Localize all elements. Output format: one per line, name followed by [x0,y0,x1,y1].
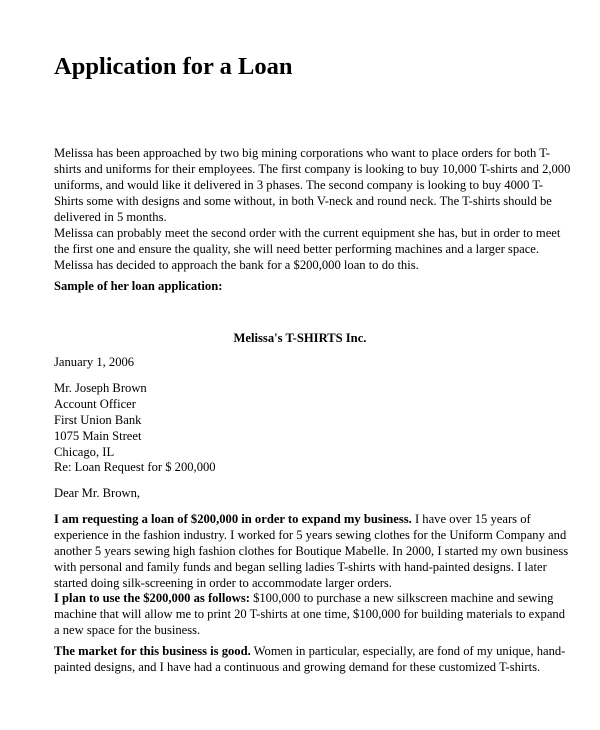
text-line: Melissa has been approached by two big mining corporations who want to place orders for both T- [54,146,550,160]
recipient-bank: First Union Bank [54,412,142,427]
text-line: Melissa can probably meet the second order with the current equipment she has, but in order to meet [54,226,561,240]
text-line: with personal and family funds and began selling ladies T-shirts with hand-painted designs. I later [54,559,547,574]
text-line: uniforms, and would like it delivered in 3 phases. The second company is looking to buy 4000 T- [54,177,544,192]
recipient-street: 1075 Main Street [54,428,142,443]
paragraph-lead: I plan to use the $200,000 as follows: [54,591,250,605]
text-line [54,644,566,660]
paragraph-text: $100,000 to purchase a new silkscreen machine and sewing [249,591,554,605]
intro-paragraph-1 [54,146,571,226]
text-line: shirts and uniforms for their employees. The first company is looking to buy 10,000 T-shirts and 2,000 [54,161,571,176]
intro-paragraph-2 [54,226,561,274]
paragraph-text: I have over 15 years of [411,512,531,526]
paragraph-text: Women in particular, especially, are fond of my unique, hand- [250,644,566,658]
text-line: experience in the fashion industry. I worked for 5 years sewing clothes for the Uniform Company and [54,527,567,542]
recipient-address [54,381,147,461]
recipient-name: Mr. Joseph Brown [54,381,147,395]
text-line: Melissa has decided to approach the bank for a $200,000 loan to do this. [54,257,419,272]
text-line: another 5 years sewing high fashion clothes for Boutique Mabelle. In 2000, I started my own business [54,543,569,558]
recipient-position: Account Officer [54,396,136,411]
text-line [54,591,554,607]
letter-paragraph-2 [54,591,566,639]
text-line: painted designs, and I have had a continuous and growing demand for these customized T-shirts. [54,659,541,674]
letter-date: January 1, 2006 [54,355,135,369]
paragraph-lead: The market for this business is good. [54,644,251,658]
sample-heading: Sample of her loan application: [54,279,223,293]
text-line: started doing silk-screening in order to accommodate larger orders. [54,575,392,590]
text-line: a new space for the business. [54,622,201,637]
letter-salutation: Dear Mr. Brown, [54,486,141,500]
letterhead-company-name: Melissa's T-SHIRTS Inc. [233,331,367,345]
text-line [54,512,554,528]
document-title: Application for a Loan [54,53,293,80]
text-line: the first one and ensure the quality, she will need better performing machines and a larger space. [54,241,540,256]
letter-paragraph-3 [54,644,566,676]
letter-paragraph-1 [54,512,569,592]
letter-subject: Re: Loan Request for $ 200,000 [54,460,216,474]
text-line: machine that will allow me to print 20 T-shirts at one time, $100,000 for building materials to expand [54,606,566,621]
text-line: Shirts some with designs and some without, in both V-neck and round neck. The T-shirts should be [54,193,552,208]
recipient-city: Chicago, IL [54,444,115,459]
text-line: delivered in 5 months. [54,209,167,224]
paragraph-lead: I am requesting a loan of $200,000 in order to expand my business. [54,512,412,526]
